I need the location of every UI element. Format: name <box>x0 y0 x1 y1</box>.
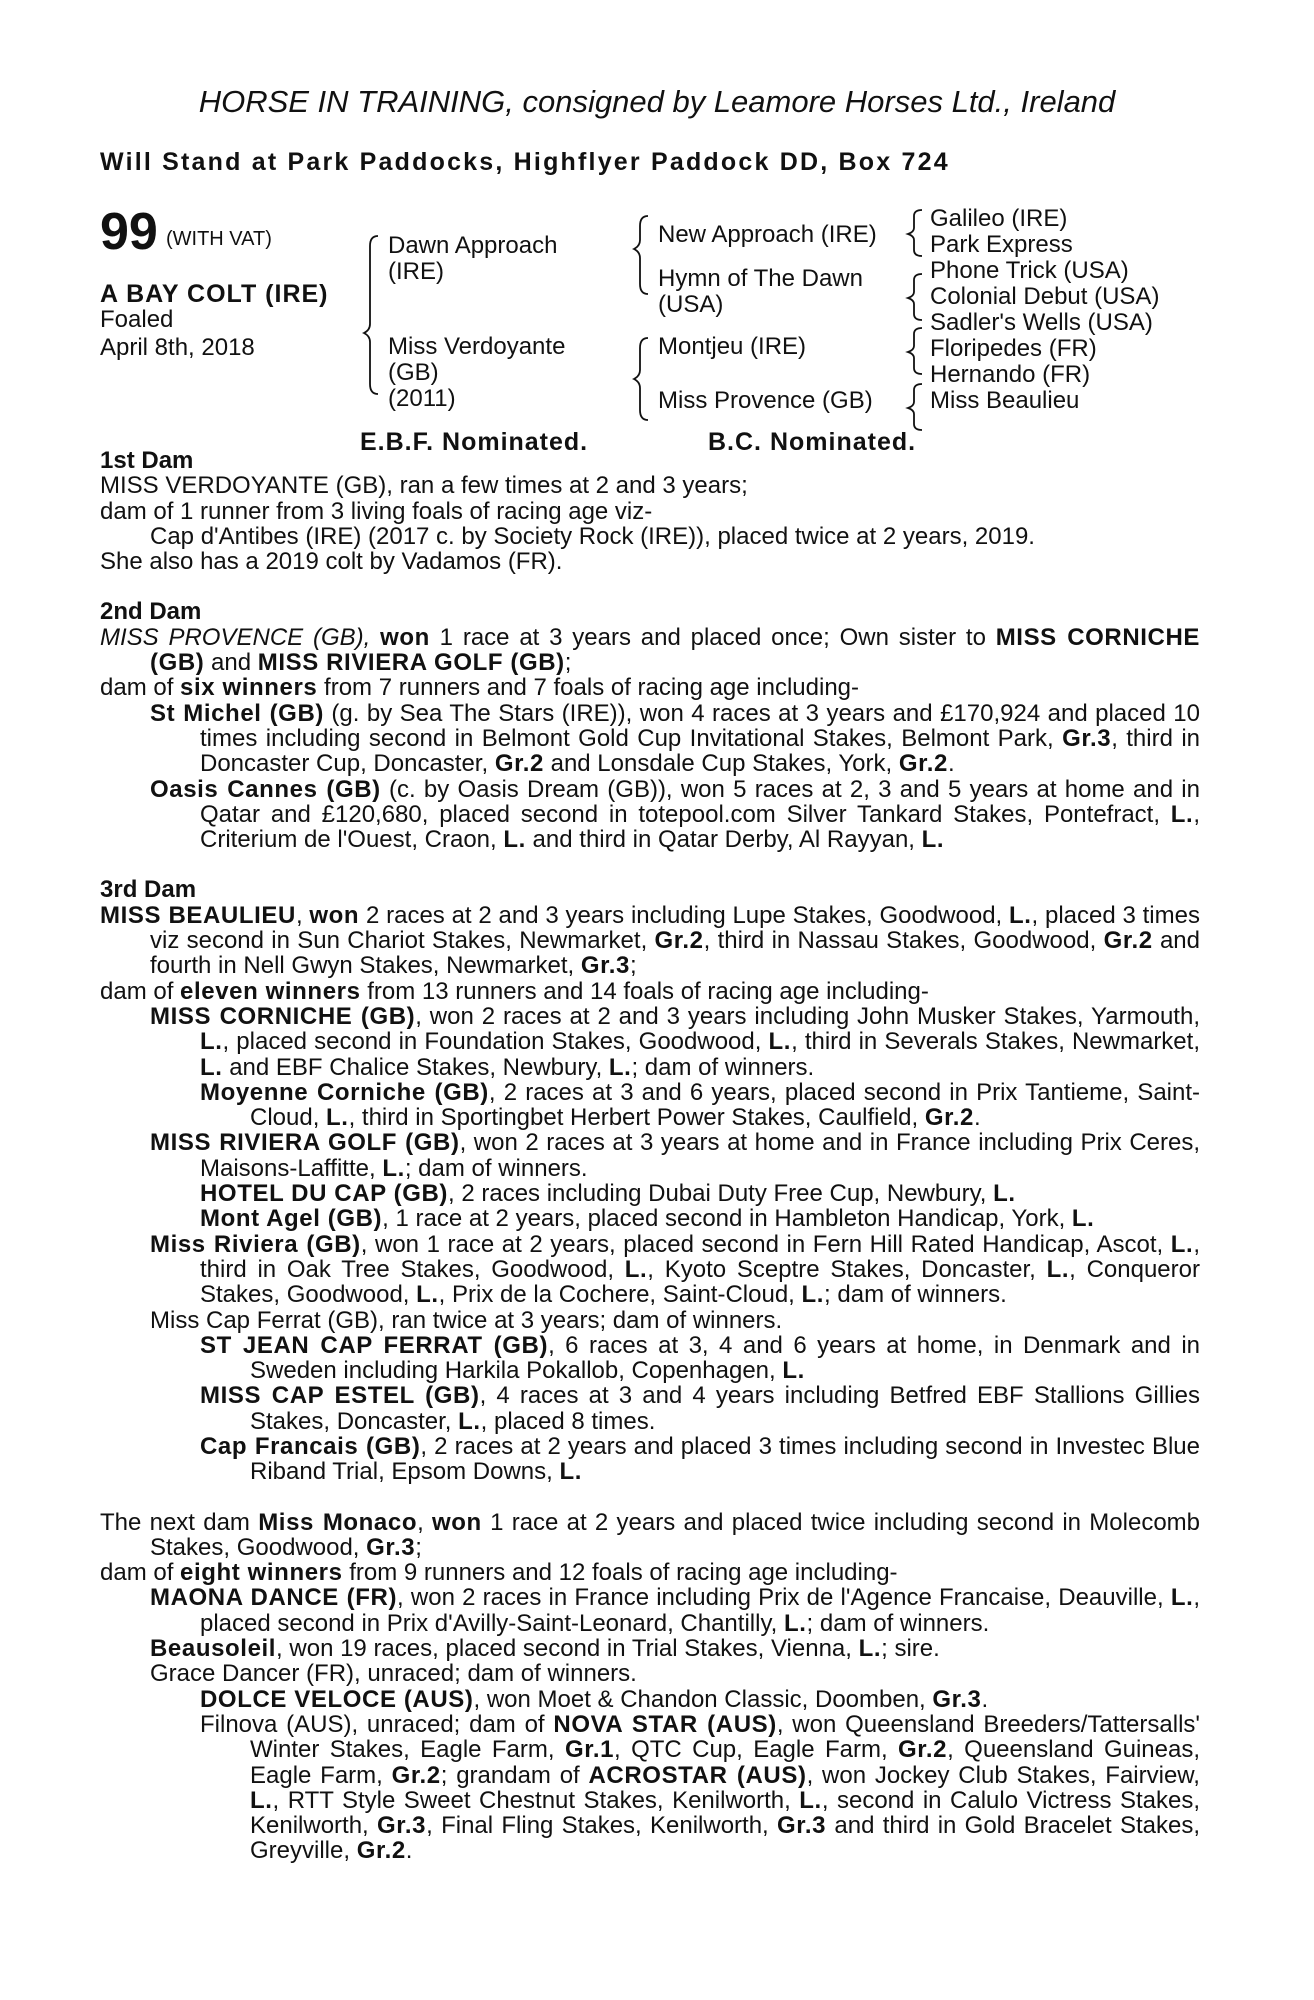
text: 1 race at 2 years and placed twice including second in Molecomb Stakes, Goodwood, <box>150 1508 1201 1561</box>
winners-count: eleven winners <box>180 977 361 1005</box>
g3-ancestor: Floripedes (FR) <box>930 335 1097 362</box>
sister-name: MISS CORNICHE (GB) <box>150 623 1200 677</box>
text: , Final Fling Stakes, Kenilworth, <box>426 1812 778 1840</box>
text: ; sire. <box>881 1635 940 1663</box>
text: , <box>417 1508 433 1536</box>
text: from 13 runners and 14 foals of racing age including- <box>360 977 929 1005</box>
dam-of-line <box>100 675 1200 700</box>
race-grade: L. <box>326 1104 349 1132</box>
produce-entry <box>100 1181 1200 1206</box>
second-dam-paragraph <box>100 625 1200 676</box>
produce-name: MAONA DANCE (FR) <box>150 1584 398 1612</box>
text: , RTT Style Sweet Chestnut Stakes, Kenilworth, <box>272 1786 800 1814</box>
produce-name: Moyenne Corniche (GB) <box>200 1078 489 1106</box>
dam-sire: Montjeu (IRE) <box>658 333 807 360</box>
text: and Lonsdale Cup Stakes, York, <box>543 750 899 778</box>
first-dam-line: She also has a 2019 colt by Vadamos (FR). <box>100 548 563 576</box>
race-grade: L. <box>458 1407 481 1435</box>
race-grade: Gr.2 <box>898 750 948 778</box>
produce-name: Mont Agel (GB) <box>200 1205 383 1233</box>
text: , 2 races at 2 years and placed 3 times including second in Investec Blue Riband Trial, Epsom Downs, <box>250 1432 1200 1486</box>
bc-nominated: B.C. Nominated. <box>708 428 917 456</box>
text: . <box>405 1837 413 1865</box>
produce-name: Cap Francais (GB) <box>200 1432 421 1460</box>
race-grade: Gr.2 <box>924 1104 974 1132</box>
text: ; dam of winners. <box>806 1609 990 1637</box>
sister-name: MISS RIVIERA GOLF (GB) <box>257 649 565 677</box>
race-grade: L. <box>382 1154 405 1182</box>
text: Filnova (AUS), unraced; dam of <box>200 1710 554 1738</box>
race-grade: Gr.2 <box>1103 927 1153 955</box>
g3-ancestor: Phone Trick (USA) <box>930 257 1129 284</box>
race-grade: Gr.2 <box>898 1736 948 1764</box>
won-label: won <box>380 623 430 651</box>
text: , placed second in Foundation Stakes, Goodwood, <box>222 1028 769 1056</box>
dam-of-line <box>100 979 1200 1004</box>
text: , Prix de la Cochere, Saint-Cloud, <box>438 1281 802 1309</box>
produce-name: MISS CORNICHE (GB) <box>150 1002 416 1030</box>
produce-name: NOVA STAR (AUS) <box>553 1710 777 1738</box>
g3-ancestor: Sadler's Wells (USA) <box>930 309 1153 336</box>
text: ; <box>564 649 572 677</box>
text: , second in Calulo Victress Stakes, Kenilworth, <box>250 1786 1200 1840</box>
text: 2 races at 2 and 3 years including Lupe Stakes, Goodwood, <box>359 901 1009 929</box>
produce-name: MISS CAP ESTEL (GB) <box>200 1382 480 1410</box>
text: , placed 8 times. <box>480 1407 656 1435</box>
text: (g. by Sea The Stars (IRE)), won 4 races at 3 years and £170,924 and placed 10 times including second in Belmont Gold Cup Invitational Stakes, Belmont Park, <box>200 699 1200 752</box>
race-grade: Gr.2 <box>356 1837 406 1865</box>
race-grade: Gr.3 <box>1062 724 1112 752</box>
race-grade: Gr.3 <box>932 1685 982 1713</box>
race-grade: L. <box>921 826 945 854</box>
sire-sire: New Approach (IRE) <box>658 221 877 248</box>
produce-entry <box>100 701 1200 777</box>
first-dam-produce: Cap d'Antibes (IRE) (2017 c. by Society Rock (IRE)), placed twice at 2 years, 2019. <box>150 522 1035 550</box>
text: . <box>973 1104 981 1132</box>
produce-entry <box>100 1206 1200 1231</box>
race-grade: Gr.3 <box>377 1812 427 1840</box>
produce-entry <box>100 1383 1200 1434</box>
sire-dam <box>658 266 863 318</box>
text: , 4 races at 3 and 4 years including Betfred EBF Stallions Gillies Stakes, Doncaster, <box>250 1382 1200 1435</box>
text: The next dam <box>100 1508 259 1536</box>
produce-entry <box>100 777 1200 853</box>
sire-dam-name: Hymn of The Dawn <box>658 265 863 292</box>
text: , third in Sportingbet Herbert Power Stakes, Caulfield, <box>348 1104 925 1132</box>
race-grade: L. <box>782 1357 805 1385</box>
race-grade: L. <box>1170 1584 1194 1612</box>
text: , won Queensland Breeders/Tattersalls' Winter Stakes, Eagle Farm, <box>250 1710 1200 1764</box>
text: ; <box>629 952 637 980</box>
text: dam of <box>100 674 181 702</box>
third-dam-paragraph <box>100 903 1200 979</box>
text: , 6 races at 3, 4 and 6 years at home, in Denmark and in Sweden including Harkila Pokallob, Copenhagen, <box>250 1331 1200 1385</box>
race-grade: Gr.3 <box>366 1533 416 1561</box>
section-heading-3rd-dam: 3rd Dam <box>100 876 197 904</box>
foaled-label: Foaled <box>100 306 174 333</box>
text: , won 2 races at 3 years at home and in France including Prix Ceres, Maisons-Laffitte, <box>200 1129 1201 1182</box>
produce-entry <box>100 1333 1200 1384</box>
text: . <box>947 750 955 778</box>
winners-count: eight winners <box>180 1559 343 1587</box>
text: , 2 races at 3 and 6 years, placed second in Prix Tantieme, Saint-Cloud, <box>250 1078 1201 1132</box>
text: ; dam of winners. <box>631 1053 815 1081</box>
first-dam-line: dam of 1 runner from 3 living foals of racing age viz- <box>100 497 653 525</box>
produce-entry <box>100 1636 1200 1661</box>
race-grade: L. <box>993 1180 1016 1208</box>
text: , third in Doncaster Cup, Doncaster, <box>200 724 1201 778</box>
dam-country: (GB) <box>388 359 439 386</box>
text: , Queensland Guineas, Eagle Farm, <box>250 1736 1201 1789</box>
text: (c. by Oasis Dream (GB)), won 5 races at 2, 3 and 5 years at home and in Qatar and £120,680, placed second in totepool.com Silver Tankard Stakes, Pontefract, <box>200 775 1200 828</box>
produce-name: Oasis Cannes (GB) <box>150 775 381 803</box>
text: , Criterium de l'Ouest, Craon, <box>200 800 1200 854</box>
race-grade: L. <box>858 1635 882 1663</box>
won-label: won <box>432 1508 482 1536</box>
produce-name: Miss Riviera (GB) <box>150 1230 361 1258</box>
race-grade: L. <box>250 1786 273 1814</box>
dam-dam: Miss Provence (GB) <box>658 387 873 414</box>
produce-entry <box>100 1712 1200 1864</box>
sire-name: Dawn Approach <box>388 232 558 259</box>
produce-entry: Grace Dancer (FR), unraced; dam of winners. <box>150 1660 637 1688</box>
race-grade: L. <box>1046 1255 1070 1283</box>
text: ; dam of winners. <box>404 1154 588 1182</box>
text: . <box>981 1685 989 1713</box>
text: , QTC Cup, Eagle Farm, <box>614 1736 898 1764</box>
race-grade: L. <box>1170 1230 1194 1258</box>
produce-entry <box>100 1585 1200 1636</box>
dam-name: Miss Monaco <box>258 1508 418 1536</box>
produce-name: ACROSTAR (AUS) <box>588 1761 807 1789</box>
produce-entry: Miss Cap Ferrat (GB), ran twice at 3 years; dam of winners. <box>150 1306 783 1334</box>
produce-name: ST JEAN CAP FERRAT (GB) <box>200 1331 549 1359</box>
race-grade: L. <box>200 1053 223 1081</box>
text: , won Jockey Club Stakes, Fairview, <box>806 1761 1200 1789</box>
text: , won 2 races in France including Prix de l'Agence Francaise, Deauville, <box>397 1584 1171 1612</box>
produce-entry <box>100 1687 1200 1712</box>
won-label: won <box>309 901 360 929</box>
text: , won 19 races, placed second in Trial Stakes, Vienna, <box>276 1635 859 1663</box>
produce-entry <box>100 1434 1200 1485</box>
section-heading-1st-dam: 1st Dam <box>100 447 194 474</box>
race-grade: L. <box>624 1255 648 1283</box>
horse-name: A BAY COLT (IRE) <box>100 280 329 308</box>
text: 1 race at 3 years and placed once; Own sister to <box>429 623 996 651</box>
g3-ancestor: Colonial Debut (USA) <box>930 283 1160 310</box>
text: and EBF Chalice Stakes, Newbury, <box>222 1053 609 1081</box>
pedigree-third-generation <box>930 206 1159 414</box>
next-dam-paragraph <box>100 1510 1200 1561</box>
race-grade: L. <box>1071 1205 1095 1233</box>
spacer <box>100 1485 1200 1510</box>
text: from 9 runners and 12 foals of racing age including- <box>342 1559 898 1587</box>
text: and third in Qatar Derby, Al Rayyan, <box>525 826 922 854</box>
race-grade: Gr.2 <box>391 1761 441 1789</box>
race-grade: Gr.3 <box>777 1812 827 1840</box>
race-grade: Gr.2 <box>494 750 544 778</box>
race-grade: L. <box>608 1053 632 1081</box>
race-grade: L. <box>799 1786 822 1814</box>
text: and <box>204 649 258 677</box>
lot-number: 99 <box>100 203 158 261</box>
pedigree-sire <box>388 233 557 285</box>
produce-name: St Michel (GB) <box>150 699 324 727</box>
text: , placed second in Prix d'Avilly-Saint-Leonard, Chantilly, <box>200 1584 1201 1637</box>
spacer <box>100 574 1200 599</box>
g3-ancestor: Galileo (IRE) <box>930 205 1068 232</box>
text: , won 2 races at 2 and 3 years including John Musker Stakes, Yarmouth, <box>415 1002 1200 1030</box>
winners-count: six winners <box>180 674 318 702</box>
produce-entry <box>100 1004 1200 1080</box>
spacer <box>100 852 1200 877</box>
race-grade: L. <box>1170 800 1194 828</box>
race-grade: L. <box>200 1028 223 1056</box>
text: , won 1 race at 2 years, placed second in Fern Hill Rated Handicap, Ascot, <box>360 1230 1171 1258</box>
race-grade: Gr.1 <box>564 1736 615 1764</box>
g3-ancestor: Hernando (FR) <box>930 361 1091 388</box>
produce-entry <box>100 1080 1200 1131</box>
text: , third in Severals Stakes, Newmarket, <box>791 1028 1200 1056</box>
g3-ancestor: Park Express <box>930 231 1073 258</box>
text: ; <box>415 1533 422 1561</box>
text: and third in Gold Bracelet Stakes, Greyville, <box>250 1812 1201 1865</box>
text: ; grandam of <box>440 1761 589 1789</box>
section-heading-2nd-dam: 2nd Dam <box>100 598 202 626</box>
dam-produce-record <box>100 448 1200 1864</box>
text: , 1 race at 2 years, placed second in Hambleton Handicap, York, <box>382 1205 1072 1233</box>
text: , Kyoto Sceptre Stakes, Doncaster, <box>647 1255 1047 1283</box>
produce-entry <box>100 1130 1200 1181</box>
dam-name: MISS BEAULIEU <box>100 901 296 929</box>
race-grade: L. <box>1009 901 1032 929</box>
ebf-nominated: E.B.F. Nominated. <box>360 428 589 456</box>
text: , won Moet & Chandon Classic, Doomben, <box>473 1685 933 1713</box>
race-grade: L. <box>503 826 526 854</box>
foaled-date: April 8th, 2018 <box>100 334 255 361</box>
text: , third in Oak Tree Stakes, Goodwood, <box>200 1230 1200 1283</box>
produce-name: DOLCE VELOCE (AUS) <box>200 1685 474 1713</box>
race-grade: L. <box>416 1281 439 1309</box>
race-grade: L. <box>784 1609 807 1637</box>
vat-note: (WITH VAT) <box>166 228 272 250</box>
text: dam of <box>100 977 181 1005</box>
race-grade: L. <box>559 1458 582 1486</box>
race-grade: Gr.2 <box>654 927 704 955</box>
text: , 2 races including Dubai Duty Free Cup, Newbury, <box>448 1180 994 1208</box>
sire-dam-country: (USA) <box>658 291 724 318</box>
produce-name: Beausoleil <box>150 1635 277 1663</box>
pedigree-dam <box>388 334 565 412</box>
dam-year: (2011) <box>388 385 456 412</box>
text: , placed 3 times viz second in Sun Chariot Stakes, Newmarket, <box>150 901 1200 955</box>
consignment-line: HORSE IN TRAINING, consigned by Leamore Horses Ltd., Ireland <box>198 84 1116 119</box>
stand-location: Will Stand at Park Paddocks, Highflyer Paddock DD, Box 724 <box>100 148 950 176</box>
text: from 7 runners and 7 foals of racing age including- <box>317 674 860 702</box>
race-grade: L. <box>768 1028 792 1056</box>
text: , third in Nassau Stakes, Goodwood, <box>703 927 1104 955</box>
text: dam of <box>100 1559 181 1587</box>
g3-ancestor: Miss Beaulieu <box>930 387 1080 414</box>
race-grade: L. <box>801 1281 825 1309</box>
produce-entry <box>100 1232 1200 1308</box>
produce-name: HOTEL DU CAP (GB) <box>200 1180 448 1208</box>
race-grade: Gr.3 <box>580 952 630 980</box>
sire-country: (IRE) <box>388 258 444 285</box>
text: , Conqueror Stakes, Goodwood, <box>200 1255 1200 1309</box>
first-dam-line: MISS VERDOYANTE (GB), ran a few times at 2 and 3 years; <box>100 472 748 500</box>
dam-of-line <box>100 1560 1200 1585</box>
produce-name: MISS RIVIERA GOLF (GB) <box>150 1129 460 1157</box>
text: , <box>295 901 310 929</box>
dam-name: MISS PROVENCE (GB), <box>100 623 371 651</box>
text: and fourth in Nell Gwyn Stakes, Newmarket, <box>150 927 1200 980</box>
dam-name: Miss Verdoyante <box>388 333 566 360</box>
text: ; dam of winners. <box>824 1281 1007 1309</box>
